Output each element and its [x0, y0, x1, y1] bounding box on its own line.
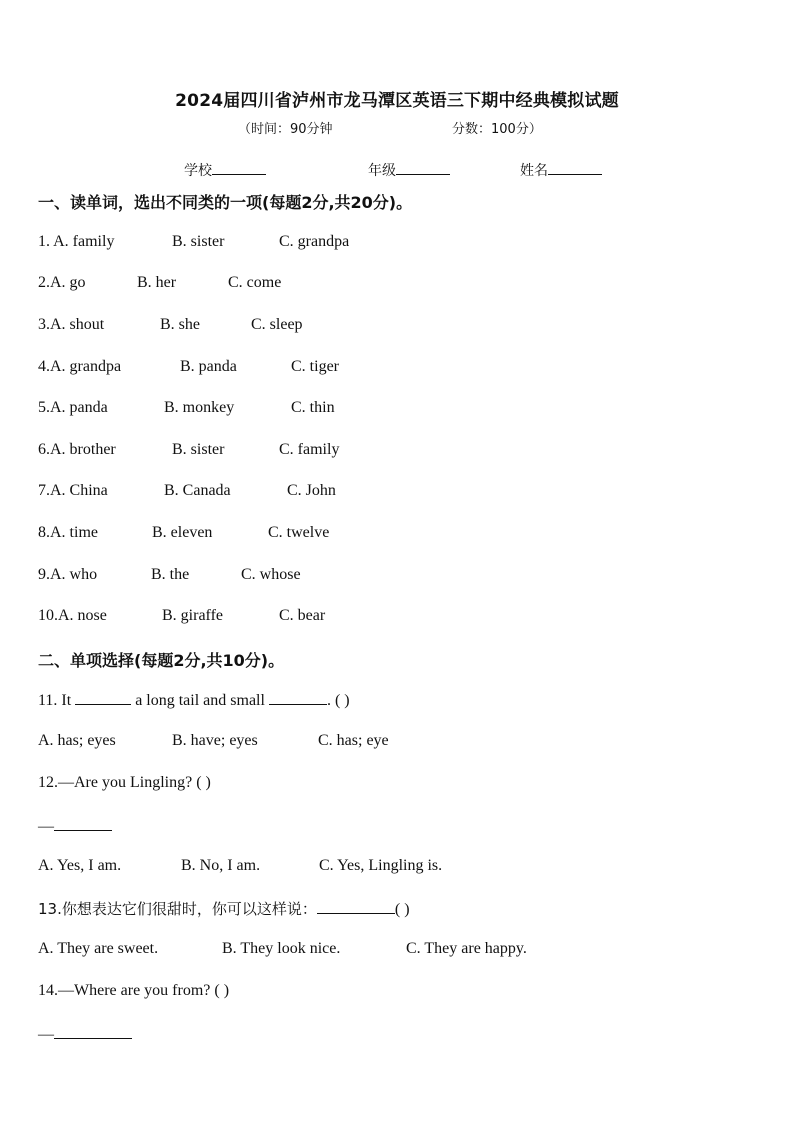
q3-option-b[interactable]: B. she	[160, 316, 200, 333]
q13-option-c[interactable]: C. They are happy.	[406, 940, 527, 957]
q6-option-a[interactable]: 6.A. brother	[38, 441, 116, 458]
q13-text: 13.你想表达它们很甜时，你可以这样说：	[38, 900, 317, 918]
q13-option-b[interactable]: B. They look nice.	[222, 940, 341, 957]
q2-option-c[interactable]: C. come	[228, 274, 282, 291]
q8-option-a[interactable]: 8.A. time	[38, 524, 98, 541]
q5-option-b[interactable]: B. monkey	[164, 399, 235, 416]
q7-option-c[interactable]: C. John	[287, 482, 336, 499]
q14-blank[interactable]	[54, 1024, 132, 1039]
q13-suffix: ( )	[394, 901, 410, 918]
q1-option-c[interactable]: C. grandpa	[279, 233, 350, 250]
name-field	[520, 160, 602, 180]
q11-blank-2[interactable]	[269, 690, 327, 705]
school-blank[interactable]	[212, 160, 266, 175]
q11-blank-1[interactable]	[75, 690, 131, 705]
q13-option-a[interactable]: A. They are sweet.	[38, 940, 159, 957]
q12-answer-line	[38, 816, 112, 836]
q5-option-c[interactable]: C. thin	[291, 399, 335, 416]
grade-field	[368, 160, 450, 180]
q9-option-b[interactable]: B. the	[151, 566, 190, 583]
section-2-title: 二、单项选择(每题2分,共10分)。	[38, 651, 285, 670]
q14-answer-line	[38, 1024, 132, 1044]
question-11	[38, 690, 350, 710]
q11-option-b[interactable]: B. have; eyes	[172, 732, 258, 749]
question-12: 12.—Are you Lingling? ( )	[38, 774, 211, 791]
q2-option-a[interactable]: 2.A. go	[38, 274, 86, 291]
grade-label: 年级	[368, 163, 396, 179]
q9-option-a[interactable]: 9.A. who	[38, 566, 98, 583]
q11-option-a[interactable]: A. has; eyes	[38, 732, 116, 749]
q11-suffix: . ( )	[326, 692, 350, 709]
q11-middle: a long tail and small	[135, 692, 265, 709]
q12-option-c[interactable]: C. Yes, Lingling is.	[319, 857, 443, 874]
school-field	[184, 160, 266, 180]
q1-option-a[interactable]: 1. A. family	[38, 233, 115, 250]
q4-option-c[interactable]: C. tiger	[291, 358, 339, 375]
q12-option-b[interactable]: B. No, I am.	[181, 857, 261, 874]
q10-option-b[interactable]: B. giraffe	[162, 607, 224, 624]
q11-option-c[interactable]: C. has; eye	[318, 732, 389, 749]
grade-blank[interactable]	[396, 160, 450, 175]
name-blank[interactable]	[548, 160, 602, 175]
school-label: 学校	[184, 163, 212, 179]
q1-option-b[interactable]: B. sister	[172, 233, 225, 250]
q12-option-a[interactable]: A. Yes, I am.	[38, 857, 122, 874]
q3-option-c[interactable]: C. sleep	[251, 316, 303, 333]
q5-option-a[interactable]: 5.A. panda	[38, 399, 108, 416]
q7-option-a[interactable]: 7.A. China	[38, 482, 108, 499]
time-info: （时间：90分钟	[238, 122, 333, 137]
q4-option-b[interactable]: B. panda	[180, 358, 237, 375]
q8-option-b[interactable]: B. eleven	[152, 524, 213, 541]
q7-option-b[interactable]: B. Canada	[164, 482, 231, 499]
q12-dash: —	[38, 818, 54, 835]
name-label: 姓名	[520, 163, 548, 179]
q2-option-b[interactable]: B. her	[137, 274, 177, 291]
q4-option-a[interactable]: 4.A. grandpa	[38, 358, 122, 375]
score-info: 分数：100分）	[452, 122, 542, 137]
q6-option-b[interactable]: B. sister	[172, 441, 225, 458]
q6-option-c[interactable]: C. family	[279, 441, 340, 458]
q13-blank[interactable]	[317, 899, 395, 914]
q3-option-a[interactable]: 3.A. shout	[38, 316, 105, 333]
section-1-title: 一、读单词，选出不同类的一项(每题2分,共20分)。	[38, 193, 413, 212]
q9-option-c[interactable]: C. whose	[241, 566, 301, 583]
q10-option-c[interactable]: C. bear	[279, 607, 326, 624]
q8-option-c[interactable]: C. twelve	[268, 524, 330, 541]
q14-dash: —	[38, 1026, 54, 1043]
q12-blank[interactable]	[54, 816, 112, 831]
exam-title: 2024届四川省泸州市龙马潭区英语三下期中经典模拟试题	[175, 91, 619, 111]
q11-prefix: 11. It	[38, 692, 72, 709]
question-14: 14.—Where are you from? ( )	[38, 982, 230, 999]
q10-option-a[interactable]: 10.A. nose	[38, 607, 107, 624]
question-13	[38, 898, 410, 919]
